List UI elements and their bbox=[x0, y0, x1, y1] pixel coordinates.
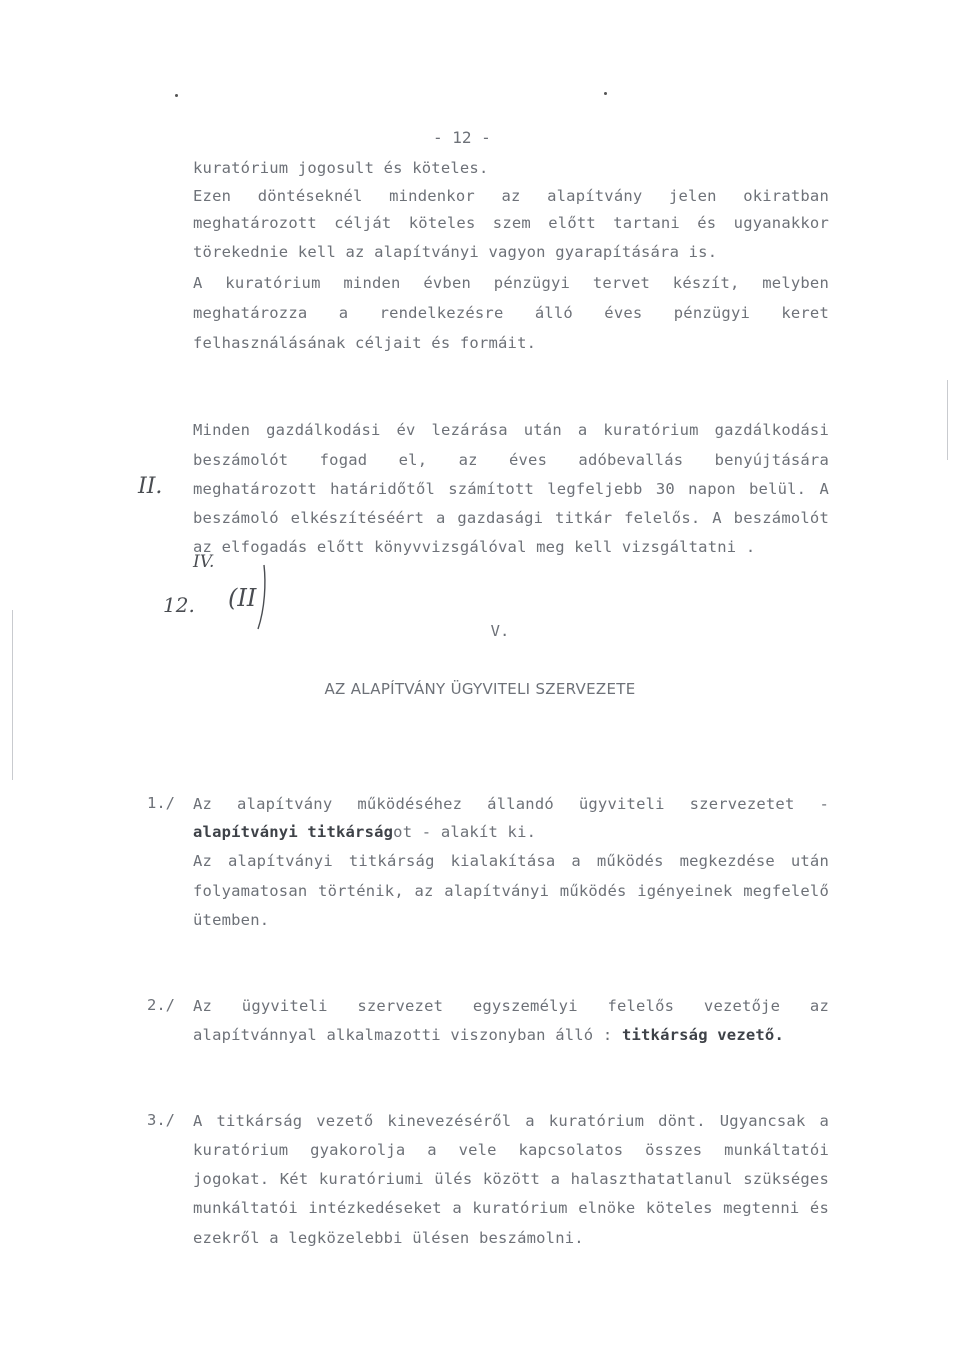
paragraph-2-line: beszámoló elkészítéséért a gazdasági titkár felelős. A beszámolót bbox=[193, 509, 829, 527]
item-3-line: kuratórium gyakorolja a vele kapcsolatos összes munkáltatói bbox=[193, 1141, 829, 1159]
paragraph-1-line: Ezen döntéseknél mindenkor az alapítvány jelen okiratban bbox=[193, 187, 829, 205]
item-1-line: ütemben. bbox=[193, 911, 270, 929]
item-1-line: Az alapítványi titkárság kialakítása a működés megkezdése után bbox=[193, 852, 829, 870]
item-3-line: A titkárság vezető kinevezéséről a kuratórium dönt. Ugyancsak a bbox=[193, 1112, 829, 1130]
scan-edge-line bbox=[947, 380, 948, 460]
paragraph-1-line: A kuratórium minden évben pénzügyi tervet készít, melyben bbox=[193, 274, 829, 292]
scan-speck bbox=[175, 94, 178, 97]
paragraph-1-line: meghatározott célját köteles szem előtt tartani és ugyanakkor bbox=[193, 214, 829, 232]
section-number: V. bbox=[490, 622, 510, 640]
paragraph-1-line: felhasználásának céljait és formáit. bbox=[193, 334, 537, 352]
section-title: AZ ALAPÍTVÁNY ÜGYVITELI SZERVEZETE bbox=[324, 680, 636, 698]
paragraph-2-line: az elfogadás előtt könyvvizsgálóval meg kell vizsgáltatni . bbox=[193, 538, 756, 556]
item-number: 1./ bbox=[147, 794, 175, 812]
item-2-line-plain: alapítvánnyal alkalmazotti viszonyban álló : bbox=[193, 1026, 622, 1044]
paragraph-2-line: Minden gazdálkodási év lezárása után a kuratórium gazdálkodási bbox=[193, 421, 829, 439]
paragraph-1-line: törekednie kell az alapítványi vagyon gyarapítására is. bbox=[193, 243, 718, 261]
item-number: 2./ bbox=[147, 996, 175, 1014]
paragraph-1-line: kuratórium jogosult és köteles. bbox=[193, 159, 489, 177]
item-2-bold-term: titkárság vezető. bbox=[621, 1026, 784, 1044]
handwritten-margin-mark: II. bbox=[138, 474, 163, 499]
paragraph-1-line: meghatározza a rendelkezésre álló éves pénzügyi keret bbox=[193, 304, 829, 322]
item-3-line: jogokat. Két kuratóriumi ülés között a halaszthatatlanul szükséges bbox=[193, 1170, 829, 1188]
handwritten-note: 12. bbox=[163, 593, 195, 617]
item-3-line: munkáltatói intézkedéseket a kuratórium elnöke köteles megtenni és bbox=[193, 1199, 829, 1217]
item-2-line bbox=[193, 1025, 829, 1045]
item-1-line: folyamatosan történik, az alapítványi működés igényeinek megfelelő bbox=[193, 882, 829, 900]
item-1-line: Az alapítvány működéséhez állandó ügyviteli szervezetet - bbox=[193, 795, 829, 813]
item-1-line-rest: ot - alakít ki. bbox=[393, 823, 537, 841]
item-1-line bbox=[193, 822, 829, 842]
item-2-line: Az ügyviteli szervezet egyszemélyi felelős vezetője az bbox=[193, 997, 829, 1015]
handwritten-note: IV. bbox=[193, 552, 215, 572]
item-number: 3./ bbox=[147, 1111, 175, 1129]
item-3-line: ezekről a legközelebbi ülésen beszámolni. bbox=[193, 1229, 584, 1247]
item-1-bold-term: alapítványi titkárság bbox=[193, 823, 394, 841]
paragraph-2-line: meghatározott határidőtől számított legfeljebb 30 napon belül. A bbox=[193, 480, 829, 498]
scan-speck bbox=[604, 92, 607, 95]
page-number: - 12 - bbox=[433, 128, 491, 147]
paragraph-2-line: beszámolót fogad el, az éves adóbevallás benyújtására bbox=[193, 451, 829, 469]
handwritten-note: (II bbox=[228, 584, 257, 612]
